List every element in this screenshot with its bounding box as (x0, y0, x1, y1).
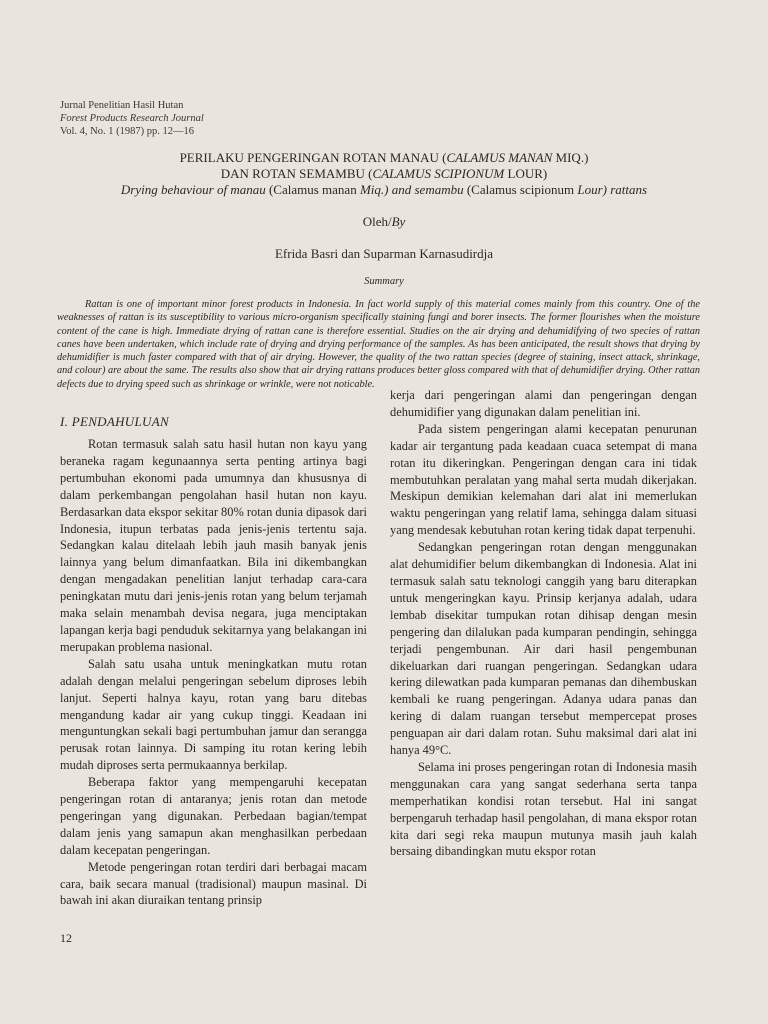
right-column (390, 387, 697, 860)
title-line-2 (40, 166, 728, 182)
title-en-part: ) and semambu (384, 182, 464, 197)
title-en-part: (Calamus scipionum (463, 182, 578, 197)
paragraph: Rotan termasuk salah satu hasil hutan non kayu yang beraneka ragam kegunaannya serta penting artinya bagi pertumbuhan ekonomi pada umumnya dan khususnya di dalam perkembangan pengolahan hasil hutan non kayu. Berdasarkan data ekspor sekitar 80% rotan dunia dipasok dari Indonesia, itupun terbatas pada jenis-jenis tertentu saja. Sedangkan kalau ditelaah lebih jauh masih banyak jenis lainnya yang belum dimanfaatkan. Bila ini dikembangkan dengan mengadakan penelitian lanjut terhadap cara-cara peningkatan mutu dari jenis-jenis rotan yang belum terjamah maka selain menambah devisa negara, juga menciptakan lapangan kerja bagi penduduk sekitarnya yang belakangan ini merupakan problema nasional. (60, 437, 367, 654)
title-english (40, 182, 728, 198)
title-text: LOUR) (504, 166, 548, 181)
title-line-1 (40, 150, 728, 166)
title-en-part: Lour (577, 182, 603, 197)
paragraph: Selama ini proses pengeringan rotan di Indonesia masih menggunakan cara yang sangat sederhana serta tanpa memperhatikan kondisi rotan tersebut. Hal ini sangat berpengaruh terhadap hasil pengolahan, di mana ekspor rotan kita dari segi reka maupun mutunya masih jauh kalah bersaing dibandingkan mutu ekspor rotan (390, 759, 697, 859)
paragraph: Sedangkan pengeringan rotan dengan menggunakan alat dehumidifier belum dikembangkan di Indonesia. Alat ini termasuk salah satu teknologi canggih yang baru diterapkan untuk mengeringkan kayu. Prinsip kerjanya adalah, udara lembab disekitar tumpukan rotan dihisap dengan mesin pengering dan dilalukan pada kumparan pendingin, sehingga terjadi pengembunan. Air dari hasil pengembunan dikeluarkan dari ruangan pengeringan. Sedangkan udara kering dilewatkan pada kumparan pemanas dan dihembuskan kembali ke ruang pengeringan. Adanya udara panas dan kering di dalam ruangan tersebut mempercepat proses penguapan air dari dalam rotan. Suhu maksimal dari alat ini hanya 49°C. (390, 540, 697, 758)
summary-text: Rattan is one of important minor forest products in Indonesia. In fact world supply of this material comes mainly from this country. One of the weaknesses of rattan is its susceptibility to various micro-organism specifically staining fungi and borer insects. The former flourishes when the moisture content of the cane is high. Immediate drying of rattan cane is therefore essential. Studies on the air drying and dehumidifying of two species of rattan canes have been undertaken, which include rate of drying and drying performance of the samples. As has been anticipated, the result shows that drying by dehumidifier is much faster compared with that of air drying. However, the quality of the two rattan species (degree of staining, insect attack, shrinkage, and colour) are about the same. The results also show that air drying rattans produces better gloss compared with that of dehumidifier drying. Other rattan defects due to drying speed such as shrinkage or wrinkle, were not noticable. (57, 299, 700, 390)
journal-volume: Vol. 4, No. 1 (1987) pp. 12—16 (60, 126, 194, 137)
summary-heading: Summary (364, 276, 404, 287)
journal-name: Jurnal Penelitian Hasil Hutan (60, 100, 184, 111)
paragraph: Metode pengeringan rotan terdiri dari berbagai macam cara, baik secara manual (tradisional) maupun masinal. Di bawah ini akan diuraikan tentang prinsip (60, 859, 367, 908)
title-text: DAN ROTAN SEMAMBU ( (220, 166, 373, 181)
title-en-part: Drying behaviour of manau (120, 182, 266, 197)
paragraph: Pada sistem pengeringan alami kecepatan penurunan kadar air tergantung pada keadaan cuaca setempat di mana rotan itu dikeringkan. Pengeringan dengan cara ini tidak membutuhkan peralatan yang mahal serta mudah dikerjakan. Meskipun demikian kelemahan dari alat ini memerlukan waktu pengeringan yang relatif lama, sehingga dalam situasi yang mendesak kebutuhan rotan kering tidak dapat terpenuhi. (390, 421, 697, 538)
paragraph: Salah satu usaha untuk meningkatkan mutu rotan adalah dengan melalui pengeringan sebelum diproses lebih lanjut. Seperti halnya kayu, rotan yang baru ditebas mengandung kadar air yang cukup tinggi. Keadaan ini menguntungkan sekali bagi pertumbuhan jamur dan serangga perusak rotan lainnya. Di samping itu rotan kering lebih mudah diproses serta permukaannya berkilap. (60, 656, 367, 773)
title-text: MIQ.) (552, 150, 589, 165)
by-text-italic: By (391, 214, 406, 229)
journal-name-english: Forest Products Research Journal (60, 113, 204, 124)
title-en-part: (Calamus manan (265, 182, 360, 197)
summary (57, 298, 700, 391)
title-en-part: Miq. (359, 182, 385, 197)
journal-info (60, 99, 204, 138)
authors: Efrida Basri dan Suparman Karnasudirdja (274, 246, 494, 261)
by-line (0, 214, 768, 230)
by-text: Oleh/ (362, 214, 392, 229)
title-species: CALAMUS SCIPIONUM (372, 166, 505, 181)
section-heading: I. PENDAHULUAN (60, 414, 169, 429)
title-en-part: ) rattans (602, 182, 648, 197)
paragraph: kerja dari pengeringan alami dan pengeringan dengan dehumidifier yang digunakan dalam penelitian ini. (390, 388, 697, 419)
title-species: CALAMUS MANAN (446, 150, 553, 165)
article-title (40, 150, 728, 198)
paragraph: Beberapa faktor yang mempengaruhi kecepatan pengeringan rotan di antaranya; jenis rotan dan metode pengeringan yang digunakan. Perbedaan bagian/tempat dalam jenis yang samapun akan menghasilkan perbedaan dalam kecepatan pengeringan. (60, 775, 367, 857)
title-text: PERILAKU PENGERINGAN ROTAN MANAU ( (179, 150, 447, 165)
page-number: 12 (60, 931, 72, 945)
left-column (60, 414, 367, 909)
